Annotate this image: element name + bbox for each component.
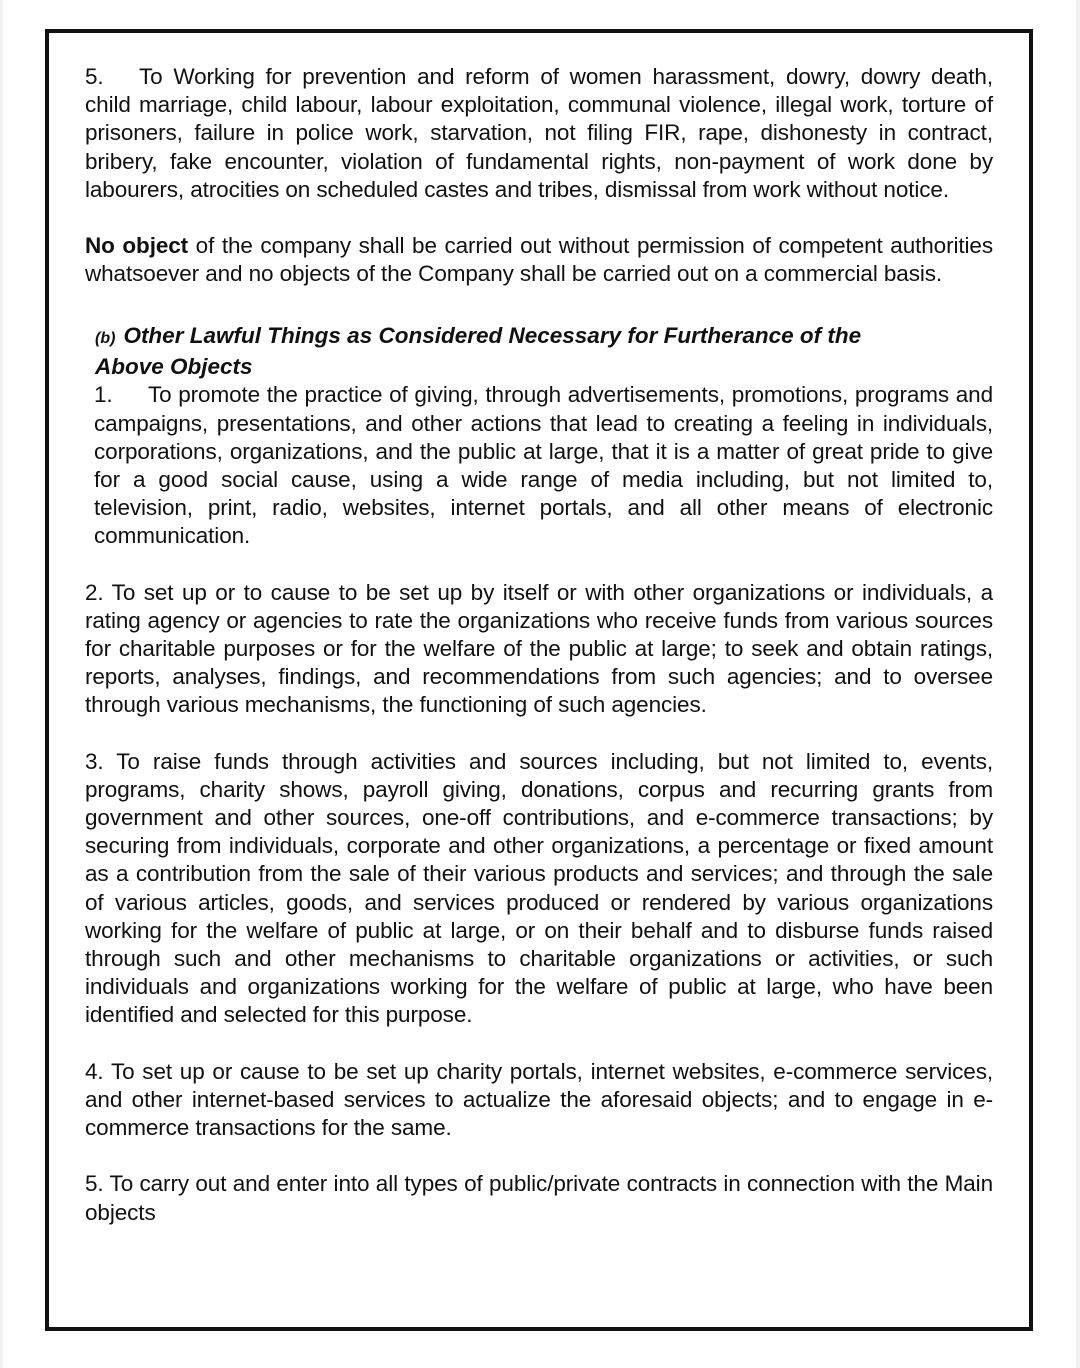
left-edge xyxy=(0,0,3,1368)
document-content xyxy=(85,63,993,1227)
section-b-heading xyxy=(95,322,925,381)
document-page xyxy=(45,29,1033,1331)
notice-paragraph xyxy=(85,232,993,288)
section-tag: (b) xyxy=(95,330,116,348)
section-b-item-4: 4. To set up or cause to be set up charity portals, internet websites, e-commerce services, and other internet-based services to actualize the aforesaid objects; and to engage in e-commerce transactions for the same. xyxy=(85,1058,993,1141)
notice-bold-lead: No object xyxy=(85,233,189,259)
section-b-item-3: 3. To raise funds through activities and sources including, but not limited to, events, programs, charity shows, payroll giving, donations, corpus and recurring grants from government and other sources, one-off contributions, and e-commerce transactions; by securing from individuals, corporate and other organizations, a percentage or fixed amount as a contribution from the sale of their various products and services; and through the sale of various articles, goods, and services produced or rendered by various organizations working for the welfare of public at large, or on their behalf and to disburse funds raised through such and other mechanisms to charitable organizations or activities, or such individuals and organizations working for the welfare of public at large, who have been identified and selected for this purpose. xyxy=(85,748,993,1028)
section-title: Other Lawful Things as Considered Necessary for Furtherance of the Above Objects xyxy=(95,323,862,380)
section-b-item-5: 5. To carry out and enter into all types of public/private contracts in connection with the Main objects xyxy=(85,1171,993,1225)
item-number: 1. xyxy=(94,382,113,408)
item-text: To promote the practice of giving, through advertisements, promotions, programs and campaigns, presentations, and other actions that lead to creating a feeling in individuals, corporations, organizations, and the public at large, that it is a matter of great pride to give for a good social cause, using a wide range of media including, but not limited to, television, print, radio, websites, internet portals, and all other means of electronic communication. xyxy=(94,382,993,549)
right-edge xyxy=(1076,0,1080,1368)
section-b-item-2: 2. To set up or to cause to be set up by itself or with other organizations or individuals, a rating agency or agencies to rate the organizations who receive funds from various sources for charitable purposes or for the welfare of the public at large; to seek and obtain ratings, reports, analyses, findings, and recommendations from such agencies; and to oversee through various mechanisms, the functioning of such agencies. xyxy=(85,579,993,718)
item-number: 5. xyxy=(85,64,104,89)
item-text: To Working for prevention and reform of women harassment, dowry, dowry death, child marriage, child labour, labour exploitation, communal violence, illegal work, torture of prisoners, failure in police work, starvation, not filing FIR, rape, dishonesty in contract, bribery, fake encounter, violation of fundamental rights, non-payment of work done by labourers, atrocities on scheduled castes and tribes, dismissal from work without notice. xyxy=(85,64,993,202)
section-b-item-1 xyxy=(94,381,993,550)
notice-text: of the company shall be carried out without permission of competent authorities whatsoever and no objects of the Company shall be carried out on a commercial basis. xyxy=(85,233,993,287)
intro-item-5 xyxy=(85,63,993,204)
